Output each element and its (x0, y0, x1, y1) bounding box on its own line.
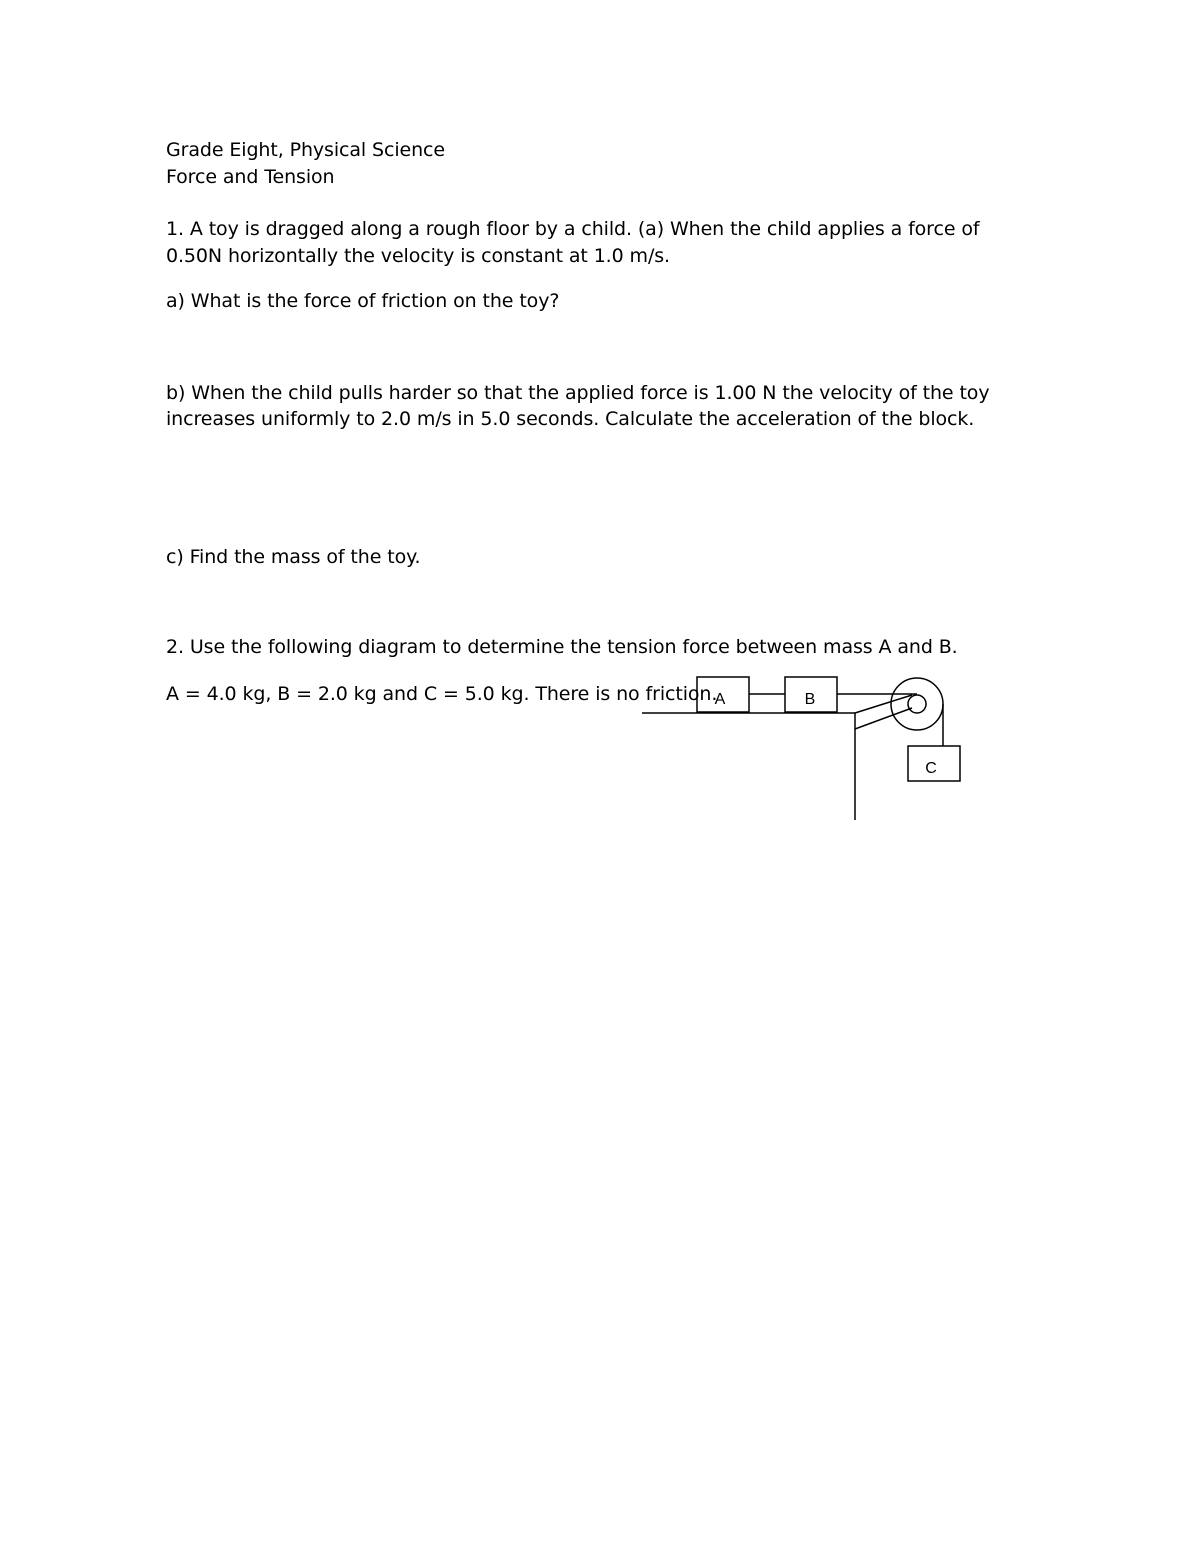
question1-part-a: a) What is the force of friction on the toy? (166, 290, 560, 312)
block-b-label: B (804, 691, 816, 708)
question1-stem-line1: 1. A toy is dragged along a rough floor by a child. (a) When the child applies a force of (166, 218, 980, 240)
question1-stem-line2: 0.50N horizontally the velocity is constant at 1.0 m/s. (166, 245, 670, 267)
block-a-label: A (714, 691, 726, 708)
pulley-bracket-top (855, 695, 912, 713)
question1-part-b-line1: b) When the child pulls harder so that the applied force is 1.00 N the velocity of the toy (166, 382, 990, 404)
block-a (697, 677, 749, 712)
block-b (785, 677, 837, 712)
question1-part-c: c) Find the mass of the toy. (166, 546, 421, 568)
topic-title: Force and Tension (166, 166, 335, 188)
block-c-label: C (925, 760, 937, 777)
pulley (891, 678, 943, 730)
course-title: Grade Eight, Physical Science (166, 139, 445, 161)
pulley-diagram (630, 665, 970, 830)
question2-givens: A = 4.0 kg, B = 2.0 kg and C = 5.0 kg. There is no friction. (166, 683, 718, 705)
question2-stem: 2. Use the following diagram to determine the tension force between mass A and B. (166, 636, 958, 658)
question1-part-b-line2: increases uniformly to 2.0 m/s in 5.0 seconds. Calculate the acceleration of the block. (166, 408, 975, 430)
pulley-axle (908, 695, 926, 713)
block-c (908, 746, 960, 781)
